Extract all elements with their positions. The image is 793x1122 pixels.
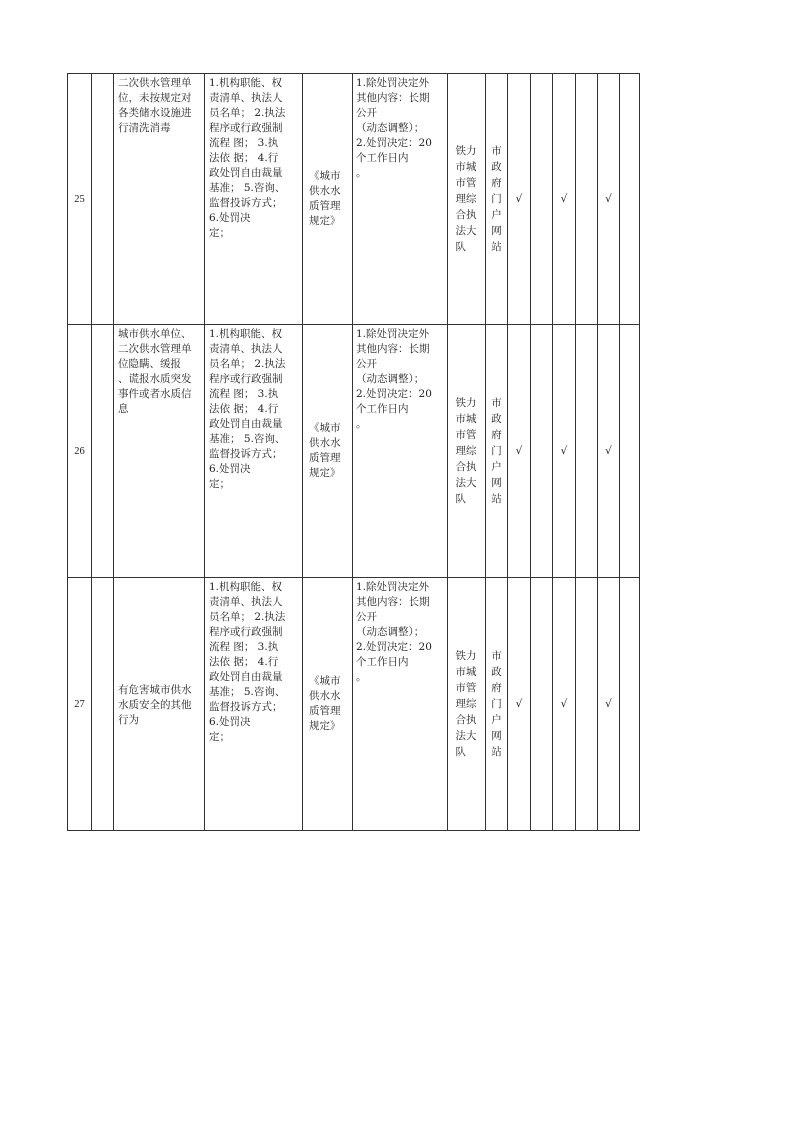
disclosure-content-line: 定； xyxy=(209,731,230,743)
empty-check-cell xyxy=(576,578,598,831)
empty-check-cell xyxy=(576,74,598,325)
agency-name: 铁力市城市管理综合执法大队 xyxy=(455,397,477,505)
disclosure-content-line: 责清单、执法人 xyxy=(209,92,283,104)
check-mark: √ xyxy=(598,578,620,831)
legal-basis-line: 供水水 xyxy=(309,185,341,197)
publication-channel: 市政府门户网站 xyxy=(491,397,502,505)
disclosure-timing-line: 。 xyxy=(356,671,367,683)
disclosure-content-line: 定； xyxy=(209,478,230,490)
legal-basis-cell xyxy=(303,74,353,325)
disclosure-content-line: 监督投诉方式； xyxy=(209,448,283,460)
publication-channel: 市政府门户网站 xyxy=(491,145,502,253)
disclosure-content-line: 1.机构职能、权 xyxy=(209,77,283,89)
disclosure-content-line: 流程 图； 3.执 xyxy=(209,641,279,653)
violation-subject-line: 事件或者水质信 xyxy=(118,388,192,400)
disclosure-content-line: 流程 图； 3.执 xyxy=(209,137,279,149)
table-row xyxy=(68,578,640,831)
disclosure-timing-line: （动态调整）； xyxy=(356,626,425,638)
disclosure-timing-line: 个工作日内 xyxy=(356,152,409,164)
empty-check-cell xyxy=(531,325,553,578)
empty-check-cell xyxy=(620,325,640,578)
blank-cell xyxy=(92,325,114,578)
violation-subject-line: 行为 xyxy=(118,713,139,726)
disclosure-content-line: 基准； 5.咨询、 xyxy=(209,433,286,445)
disclosure-timing-line: 其他内容：长期 xyxy=(356,596,430,608)
row-number: 25 xyxy=(68,74,92,325)
legal-basis-line: 供水水 xyxy=(309,690,341,702)
disclosure-content-line: 政处罚自由裁量 xyxy=(209,167,283,179)
disclosure-content-line: 6.处罚决 xyxy=(209,212,251,224)
disclosure-content-line: 基准； 5.咨询、 xyxy=(209,182,286,194)
row-number: 26 xyxy=(68,325,92,578)
agency-name: 铁力市城市管理综合执法大队 xyxy=(455,145,477,253)
disclosure-timing-line: （动态调整）； xyxy=(356,122,425,134)
publication-channel: 市政府门户网站 xyxy=(491,650,502,758)
empty-check-cell xyxy=(531,74,553,325)
disclosure-timing-line: 公开 xyxy=(356,107,377,119)
channel-cell xyxy=(486,325,508,578)
disclosure-content-line: 1.机构职能、权 xyxy=(209,581,283,593)
disclosure-content-line: 流程 图； 3.执 xyxy=(209,388,279,400)
disclosure-timing-cell xyxy=(353,325,448,578)
check-mark: √ xyxy=(598,325,620,578)
check-mark: √ xyxy=(508,578,531,831)
legal-basis-cell xyxy=(303,325,353,578)
legal-basis-line: 质管理 xyxy=(309,200,341,212)
disclosure-timing-line: 其他内容：长期 xyxy=(356,343,430,355)
legal-basis-line: 规定》 xyxy=(309,720,341,732)
disclosure-timing-line: 2.处罚决定：20 xyxy=(356,641,432,653)
disclosure-content-line: 责清单、执法人 xyxy=(209,343,283,355)
empty-check-cell xyxy=(620,74,640,325)
disclosure-timing-line: 其他内容：长期 xyxy=(356,92,430,104)
violation-subject-line: 、谎报水质突发 xyxy=(118,373,192,385)
blank-cell xyxy=(92,74,114,325)
disclosure-timing-line: （动态调整）； xyxy=(356,373,425,385)
disclosure-timing-cell xyxy=(353,74,448,325)
disclosure-content-line: 1.机构职能、权 xyxy=(209,328,283,340)
check-mark: √ xyxy=(553,74,576,325)
legal-basis-line: 质管理 xyxy=(309,705,341,717)
channel-cell xyxy=(486,578,508,831)
disclosure-content-line: 员名单； 2.执法 xyxy=(209,611,286,623)
blank-cell xyxy=(92,578,114,831)
disclosure-timing-line: 1.除处罚决定外 xyxy=(356,328,430,340)
disclosure-content-line: 员名单； 2.执法 xyxy=(209,358,286,370)
legal-basis-line: 质管理 xyxy=(309,452,341,464)
disclosure-content-cell xyxy=(205,74,303,325)
row-number: 27 xyxy=(68,578,92,831)
violation-subject-line: 息 xyxy=(118,403,129,415)
legal-basis-line: 供水水 xyxy=(309,437,341,449)
violation-subject-line: 位隐瞒、缓报 xyxy=(118,358,181,370)
channel-cell xyxy=(486,74,508,325)
disclosure-timing-line: 2.处罚决定：20 xyxy=(356,388,432,400)
legal-basis-line: 《城市 xyxy=(309,422,341,434)
disclosure-timing-line: 2.处罚决定：20 xyxy=(356,137,432,149)
disclosure-timing-line: 个工作日内 xyxy=(356,656,409,668)
disclosure-content-line: 政处罚自由裁量 xyxy=(209,418,283,430)
legal-basis-line: 《城市 xyxy=(309,170,341,182)
disclosure-content-line: 员名单； 2.执法 xyxy=(209,107,286,119)
legal-basis-line: 规定》 xyxy=(309,215,341,227)
legal-basis-line: 《城市 xyxy=(309,675,341,687)
disclosure-content-line: 法依 据； 4.行 xyxy=(209,403,279,415)
check-mark: √ xyxy=(508,74,531,325)
disclosure-content-line: 程序或行政强制 xyxy=(209,373,283,385)
table-row xyxy=(68,74,640,325)
violation-subject-line: 水质安全的其他 xyxy=(118,698,192,711)
check-mark: √ xyxy=(553,578,576,831)
disclosure-content-line: 基准； 5.咨询、 xyxy=(209,686,286,698)
disclosure-content-cell xyxy=(205,578,303,831)
disclosure-content-line: 监督投诉方式； xyxy=(209,197,283,209)
empty-check-cell xyxy=(576,325,598,578)
violation-subject-line: 城市供水单位、 xyxy=(118,328,192,340)
empty-check-cell xyxy=(620,578,640,831)
disclosure-content-line: 定； xyxy=(209,227,230,239)
disclosure-timing-line: 。 xyxy=(356,418,367,430)
violation-subject-line: 位，未按规定对 xyxy=(118,92,192,104)
legal-basis-line: 规定》 xyxy=(309,467,341,479)
disclosure-content-line: 责清单、执法人 xyxy=(209,596,283,608)
disclosure-content-line: 6.处罚决 xyxy=(209,463,251,475)
violation-subject-line: 行清洗消毒 xyxy=(118,122,171,134)
disclosure-content-line: 政处罚自由裁量 xyxy=(209,671,283,683)
violation-subject-cell xyxy=(114,325,205,578)
disclosure-content-line: 6.处罚决 xyxy=(209,716,251,728)
violation-subject-cell xyxy=(114,74,205,325)
disclosure-timing-cell xyxy=(353,578,448,831)
check-mark: √ xyxy=(598,74,620,325)
disclosure-content-line: 法依 据； 4.行 xyxy=(209,656,279,668)
table-row xyxy=(68,325,640,578)
agency-cell xyxy=(448,74,486,325)
disclosure-content-line: 程序或行政强制 xyxy=(209,122,283,134)
violation-subject-line: 二次供水管理单 xyxy=(118,77,192,89)
legal-basis-cell xyxy=(303,578,353,831)
violation-subject-line: 有危害城市供水 xyxy=(118,683,192,696)
check-mark: √ xyxy=(508,325,531,578)
disclosure-table xyxy=(67,73,640,831)
disclosure-timing-line: 。 xyxy=(356,167,367,179)
disclosure-content-line: 法依 据； 4.行 xyxy=(209,152,279,164)
disclosure-content-line: 程序或行政强制 xyxy=(209,626,283,638)
disclosure-content-cell xyxy=(205,325,303,578)
disclosure-timing-line: 公开 xyxy=(356,358,377,370)
disclosure-timing-line: 1.除处罚决定外 xyxy=(356,77,430,89)
agency-cell xyxy=(448,325,486,578)
empty-check-cell xyxy=(531,578,553,831)
check-mark: √ xyxy=(553,325,576,578)
disclosure-timing-line: 公开 xyxy=(356,611,377,623)
agency-name: 铁力市城市管理综合执法大队 xyxy=(455,650,477,758)
disclosure-timing-line: 个工作日内 xyxy=(356,403,409,415)
violation-subject-line: 各类储水设施进 xyxy=(118,107,192,119)
agency-cell xyxy=(448,578,486,831)
disclosure-content-line: 监督投诉方式； xyxy=(209,701,283,713)
disclosure-timing-line: 1.除处罚决定外 xyxy=(356,581,430,593)
violation-subject-cell xyxy=(114,578,205,831)
violation-subject-line: 二次供水管理单 xyxy=(118,343,192,355)
